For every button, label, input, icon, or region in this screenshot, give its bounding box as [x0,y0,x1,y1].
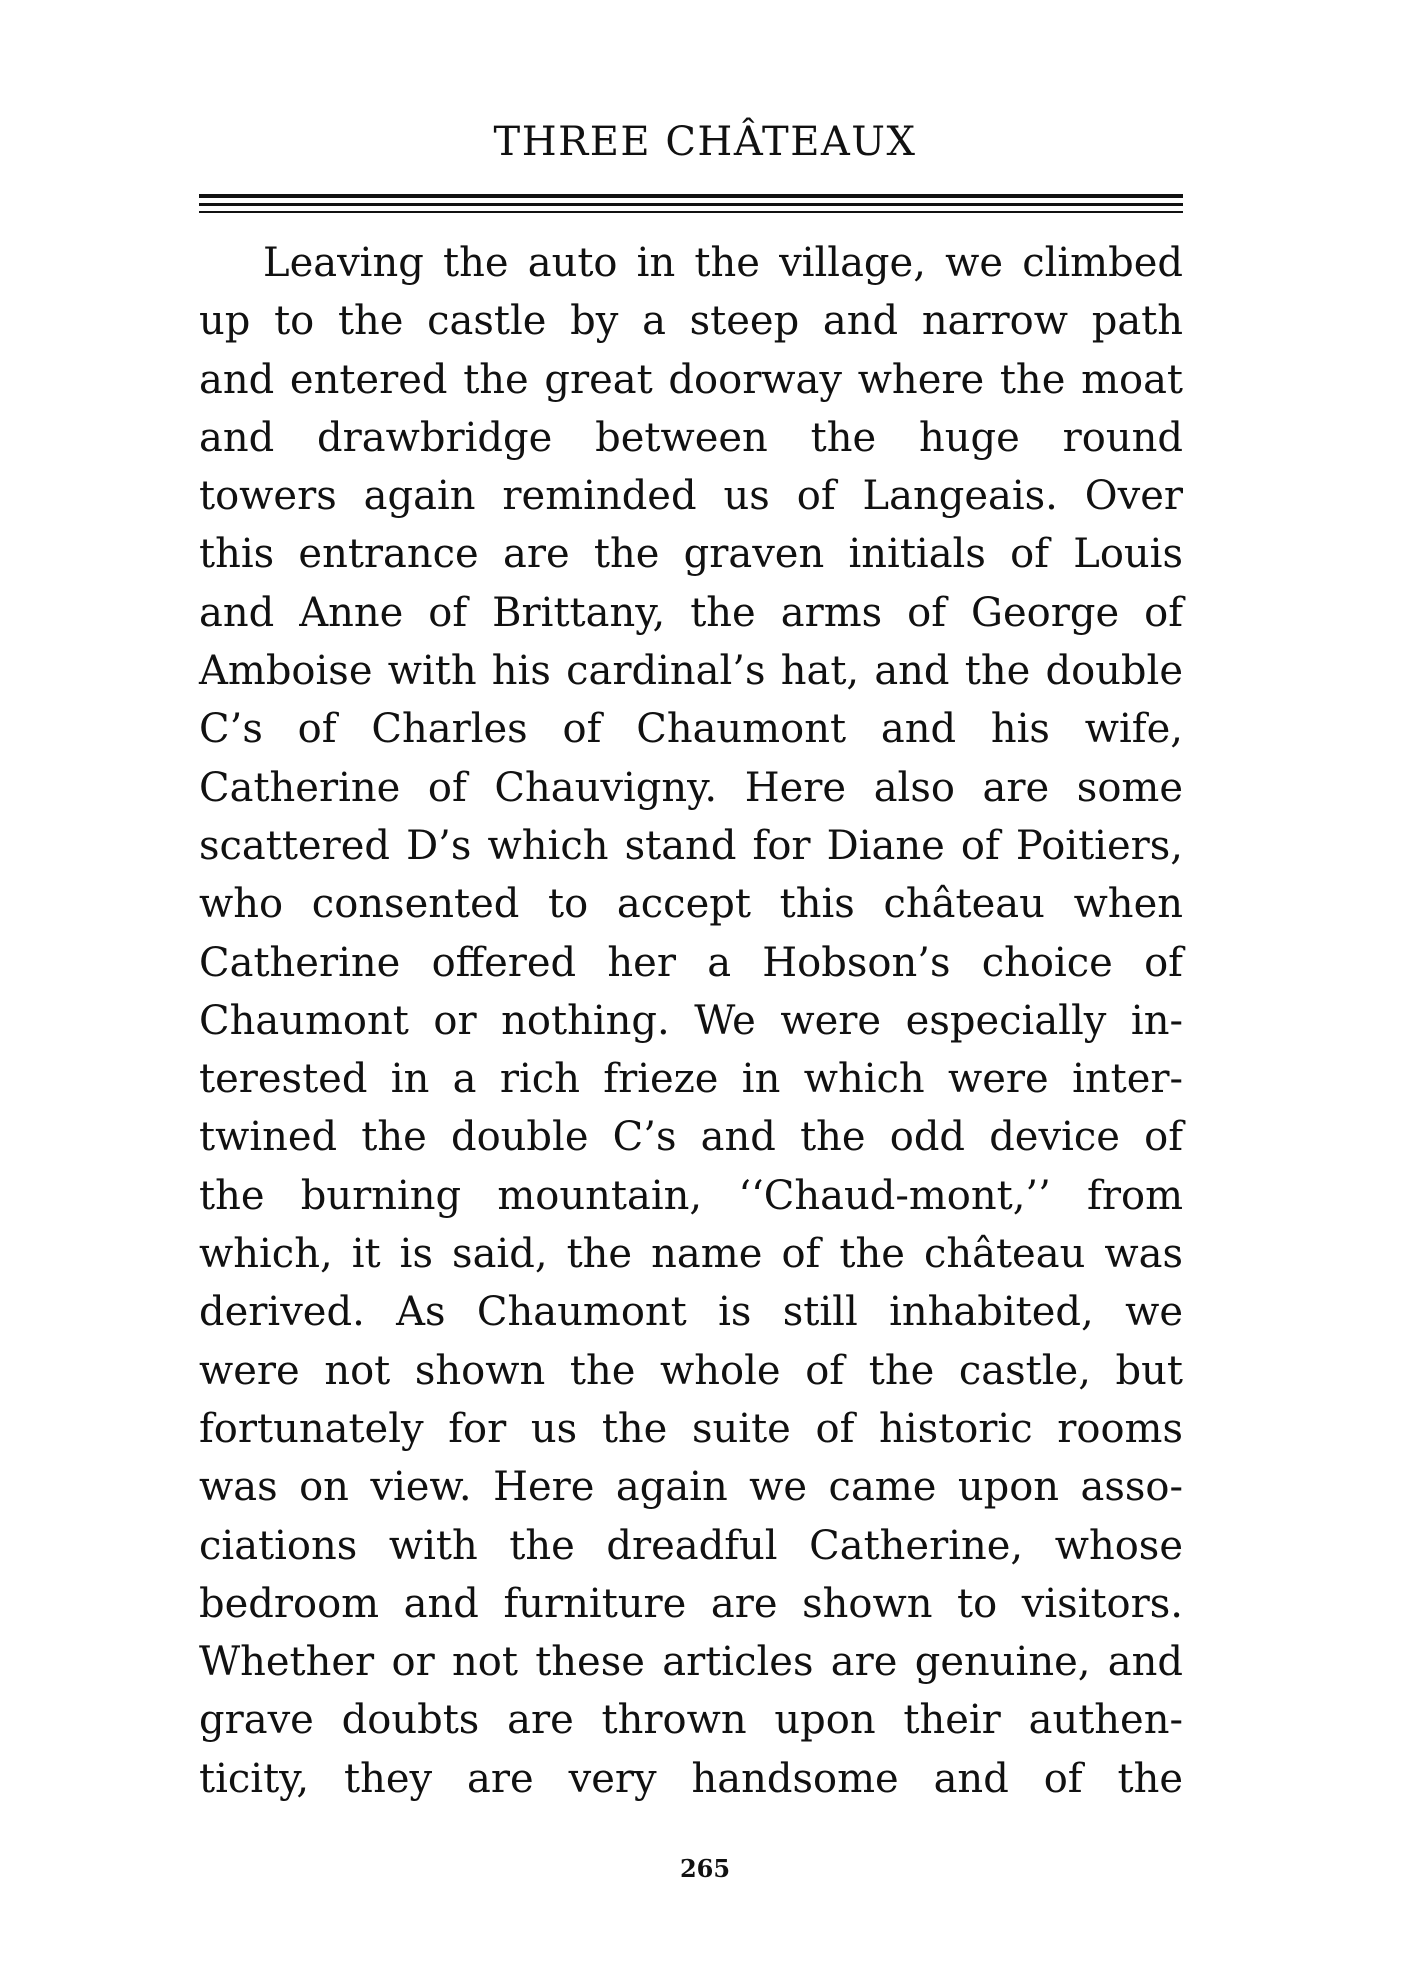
text-line: fortunately for us the suite of historic rooms [199,1405,1183,1452]
text-line: ticity, they are very handsome and of the [199,1755,1183,1802]
page-number: 265 [679,1854,731,1883]
header-rule-middle [199,203,1183,206]
text-line: scattered D’s which stand for Diane of Poitiers, [199,822,1183,869]
text-line: were not shown the whole of the castle, but [199,1347,1183,1394]
text-line: ciations with the dreadful Catherine, whose [199,1522,1183,1569]
text-line: was on view. Here again we came upon asso- [199,1464,1183,1511]
text-line: Leaving the auto in the village, we climbed [263,240,1183,286]
text-line: Chaumont or nothing. We were especially in- [199,997,1183,1044]
text-line: the burning mountain, ‘‘Chaud-mont,’’ from [199,1172,1183,1219]
header-rule-thin [199,211,1183,213]
text-line: this entrance are the graven initials of Louis [199,531,1183,578]
text-line: up to the castle by a steep and narrow path [199,298,1183,345]
text-line: Catherine offered her a Hobson’s choice of [199,939,1183,986]
text-line: twined the double C’s and the odd device of [199,1114,1183,1161]
text-line: who consented to accept this château when [199,881,1183,928]
text-line: derived. As Chaumont is still inhabited, we [199,1289,1183,1336]
header-rule-thick [199,194,1183,198]
text-line: and Anne of Brittany, the arms of George of [199,589,1183,636]
text-line: C’s of Charles of Chaumont and his wife, [199,706,1183,753]
text-line: which, it is said, the name of the château was [199,1231,1183,1278]
text-line: Whether or not these articles are genuine, and [199,1639,1183,1686]
text-line: and entered the great doorway where the moat [199,356,1183,403]
text-line: bedroom and furniture are shown to visitors. [199,1580,1183,1627]
text-line: Catherine of Chauvigny. Here also are some [199,764,1183,811]
text-line: towers again reminded us of Langeais. Over [199,473,1183,520]
text-line: and drawbridge between the huge round [199,414,1183,461]
text-line: Amboise with his cardinal’s hat, and the double [199,648,1183,695]
running-header: THREE CHÂTEAUX [493,119,917,165]
text-line: grave doubts are thrown upon their authen- [199,1697,1183,1744]
text-line: terested in a rich frieze in which were inter- [199,1056,1183,1103]
body-paragraph [199,234,1183,1808]
